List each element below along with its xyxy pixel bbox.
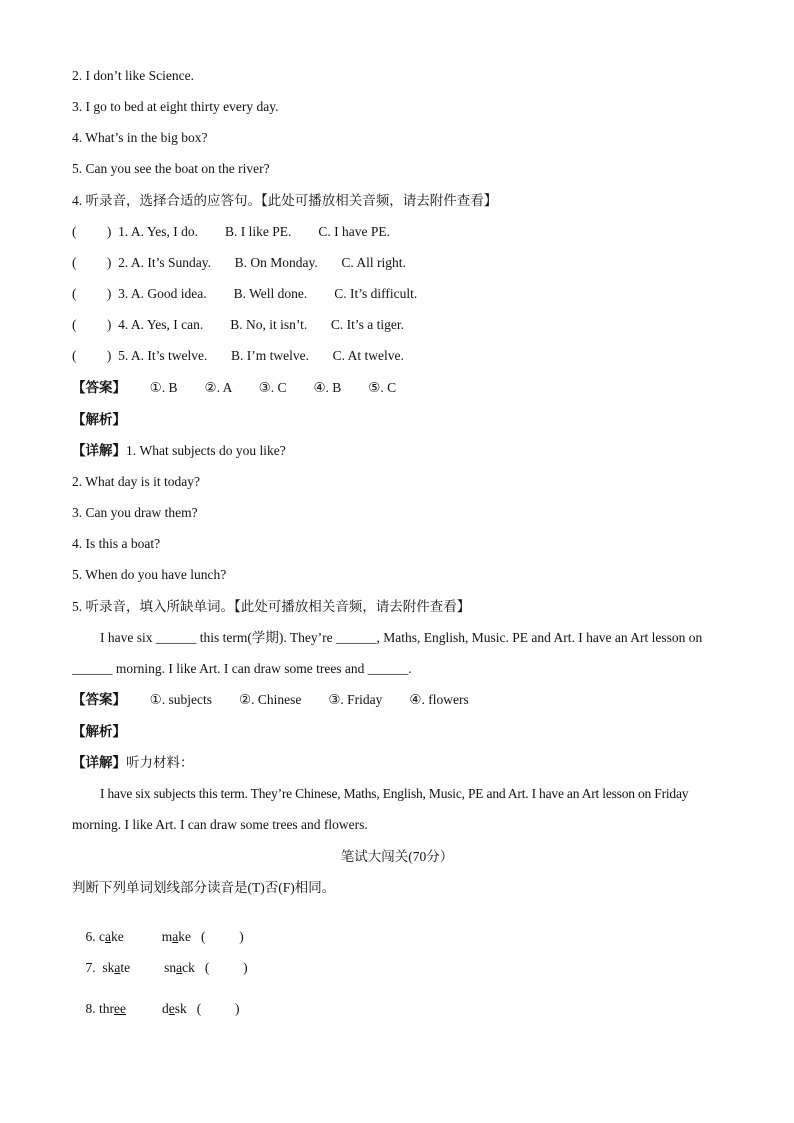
choice-item: ( ) 2. A. It’s Sunday. B. On Monday. C. All right. bbox=[72, 255, 406, 270]
word-2: desk bbox=[161, 1001, 187, 1016]
material-line: morning. I like Art. I can draw some trees and flowers. bbox=[72, 817, 368, 832]
text-line: 2. What day is it today? bbox=[72, 474, 200, 489]
text-line: 5. Can you see the boat on the river? bbox=[72, 161, 270, 176]
word-1: three bbox=[99, 1001, 126, 1016]
choice-item: ( ) 3. A. Good idea. B. Well done. C. It’s difficult. bbox=[72, 286, 418, 301]
answer-line bbox=[72, 379, 396, 397]
detail-line bbox=[72, 442, 286, 460]
answer-blank[interactable]: ( ) bbox=[201, 929, 244, 944]
answer-blank[interactable]: ( ) bbox=[204, 960, 248, 975]
text-line: 3. I go to bed at eight thirty every day. bbox=[72, 99, 279, 114]
item-number: 7. bbox=[85, 960, 103, 975]
text-line: 5. When do you have lunch? bbox=[72, 567, 227, 582]
section-instruction: 判断下列单词划线部分读音是(T)否(F)相同。 bbox=[72, 880, 336, 895]
answer-line bbox=[72, 691, 469, 709]
passage-line: I have six ______ this term(学期). They’re ______, Maths, English, Music. PE and Art. I have an Art lesson on bbox=[100, 630, 703, 645]
choice-item: ( ) 5. A. It’s twelve. B. I’m twelve. C. At twelve. bbox=[72, 348, 404, 363]
text-line: 3. Can you draw them? bbox=[72, 505, 198, 520]
analysis-label: 【解析】 bbox=[72, 724, 126, 739]
detail-label: 【详解】 bbox=[72, 755, 126, 770]
analysis-label: 【解析】 bbox=[72, 412, 126, 427]
section-title: 笔试大闯关(70分） bbox=[340, 849, 454, 864]
answer-blank[interactable]: ( ) bbox=[196, 1001, 240, 1016]
detail-line bbox=[72, 754, 194, 772]
answer-label: 【答案】 bbox=[72, 692, 126, 707]
text-line: 4. Is this a boat? bbox=[72, 536, 161, 551]
detail-text: 听力材料： bbox=[126, 755, 194, 770]
passage-line: ______ morning. I like Art. I can draw some trees and ______. bbox=[72, 661, 412, 676]
word-2: make bbox=[161, 929, 192, 944]
choice-item: ( ) 1. A. Yes, I do. B. I like PE. C. I have PE. bbox=[72, 224, 390, 239]
text-line: 4. What’s in the big box? bbox=[72, 130, 208, 145]
answer-text: ①. B ②. A ③. C ④. B ⑤. C bbox=[126, 380, 397, 395]
detail-text: 1. What subjects do you like? bbox=[126, 443, 286, 458]
phonics-item bbox=[72, 982, 240, 1036]
text-line: 2. I don’t like Science. bbox=[72, 68, 194, 83]
answer-text: ①. subjects ②. Chinese ③. Friday ④. flowers bbox=[126, 692, 469, 707]
detail-label: 【详解】 bbox=[72, 443, 126, 458]
word-2: snack bbox=[164, 960, 195, 975]
question-5-heading: 5. 听录音，填入所缺单词。【此处可播放相关音频，请去附件查看】 bbox=[72, 599, 471, 614]
answer-label: 【答案】 bbox=[72, 380, 126, 395]
word-1: skate bbox=[102, 960, 131, 975]
material-line: I have six subjects this term. They’re Chinese, Maths, English, Music, PE and Art. I have an Art lesson on Friday bbox=[100, 786, 689, 801]
item-number: 6. bbox=[85, 929, 99, 944]
choice-item: ( ) 4. A. Yes, I can. B. No, it isn’t. C. It’s a tiger. bbox=[72, 317, 404, 332]
word-1: cake bbox=[99, 929, 124, 944]
question-4-heading: 4. 听录音，选择合适的应答句。【此处可播放相关音频，请去附件查看】 bbox=[72, 193, 498, 208]
item-number: 8. bbox=[85, 1001, 99, 1016]
